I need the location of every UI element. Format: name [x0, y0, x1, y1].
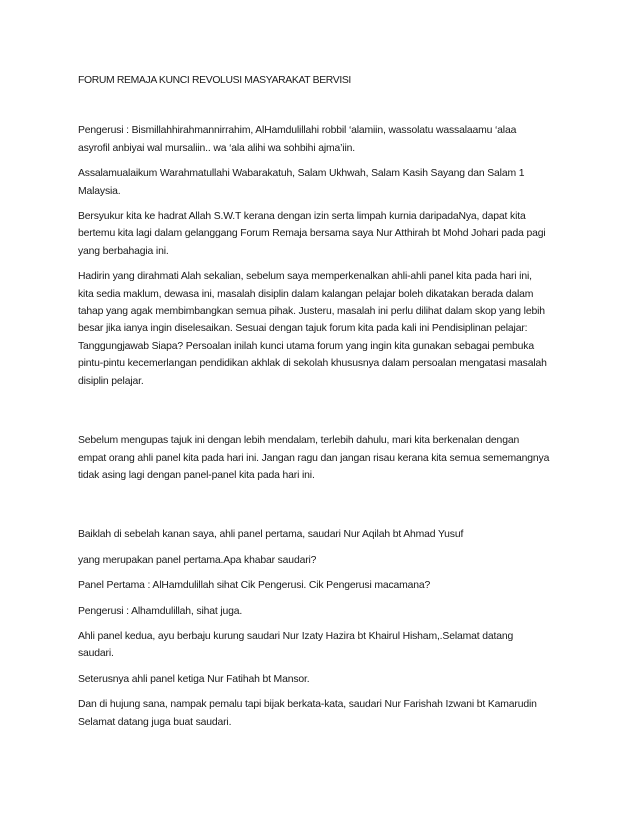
text-line: Hadirin yang dirahmati Alah sekalian, sebelum saya memperkenalkan ahli-ahli panel kita pada hari ini,	[78, 271, 532, 283]
text-line: Pengerusi : Bismillahhirahmannirrahim, AlHamdulillahi robbil ‘alamiin, wassolatu wassalaamu ‘alaa	[78, 125, 517, 137]
document-title: FORUM REMAJA KUNCI REVOLUSI MASYARAKAT BERVISI	[78, 75, 351, 86]
paragraph-panel-one	[78, 526, 568, 543]
paragraph-panel-one-reply	[78, 577, 568, 594]
paragraph-panel-two	[78, 628, 568, 663]
text-line: Assalamualaikum Warahmatullahi Wabarakatuh, Salam Ukhwah, Salam Kasih Sayang dan Salam 1	[78, 168, 525, 180]
text-line: yang merupakan panel pertama.Apa khabar saudari?	[78, 554, 317, 566]
text-line: Sebelum mengupas tajuk ini dengan lebih mendalam, terlebih dahulu, mari kita berkenalan dengan	[78, 435, 520, 447]
text-line: disiplin pelajar.	[78, 375, 144, 387]
text-line: tahap yang agak membimbangkan semua pihak. Justeru, masalah ini perlu dilihat dalam skop yang lebih	[78, 306, 545, 318]
text-line: yang berbahagia ini.	[78, 245, 169, 257]
text-line: pintu-pintu kecemerlangan pendidikan akhlak di sekolah khususnya dalam persoalan mengatasi masalah	[78, 358, 547, 370]
text-line: Malaysia.	[78, 185, 121, 197]
paragraph-panel-preface	[78, 432, 568, 484]
paragraph-introduction	[78, 268, 568, 390]
text-line: tidak asing lagi dengan panel-panel kita pada hari ini.	[78, 469, 315, 481]
text-line: saudari.	[78, 648, 114, 660]
paragraph-opening-prayer	[78, 122, 568, 157]
text-line: empat orang ahli panel kita pada hari ini. Jangan ragu dan jangan risau kerana kita semua sememangnya	[78, 452, 550, 464]
paragraph-chair-reply	[78, 603, 568, 620]
paragraph-panel-one-question	[78, 552, 568, 569]
paragraph-gratitude	[78, 208, 568, 260]
text-line: Baiklah di sebelah kanan saya, ahli panel pertama, saudari Nur Aqilah bt Ahmad Yusuf	[78, 529, 464, 541]
paragraph-panel-four	[78, 696, 568, 731]
paragraph-greeting	[78, 165, 568, 200]
paragraph-panel-three	[78, 671, 568, 688]
text-line: Panel Pertama : AlHamdulillah sihat Cik Pengerusi. Cik Pengerusi macamana?	[78, 580, 431, 592]
text-line: Dan di hujung sana, nampak pemalu tapi bijak berkata-kata, saudari Nur Farishah Izwani bt Kamarudin	[78, 699, 537, 711]
text-line: Ahli panel kedua, ayu berbaju kurung saudari Nur Izaty Hazira bt Khairul Hisham,.Selamat datang	[78, 630, 514, 642]
text-line: Seterusnya ahli panel ketiga Nur Fatihah bt Mansor.	[78, 673, 310, 685]
text-line: asyrofil anbiyai wal mursaliin.. wa ‘ala alihi wa sohbihi ajma’iin.	[78, 142, 355, 154]
text-line: kita sedia maklum, dewasa ini, masalah disiplin dalam kalangan pelajar boleh dikatakan berada dalam	[78, 288, 534, 300]
text-line: Pengerusi : Alhamdulillah, sihat juga.	[78, 605, 243, 617]
text-line: Bersyukur kita ke hadrat Allah S.W.T kerana dengan izin serta limpah kurnia daripadaNya, dapat kita	[78, 211, 526, 223]
document-body	[78, 72, 568, 739]
text-line: bertemu kita lagi dalam gelanggang Forum Remaja bersama saya Nur Atthirah bt Mohd Johari pada pagi	[78, 228, 546, 240]
text-line: Tanggungjawab Siapa? Persoalan inilah kunci utama forum yang ingin kita gunakan sebagai pembuka	[78, 340, 534, 352]
text-line: besar jika ianya ingin diselesaikan. Sesuai dengan tajuk forum kita pada kali ini Pendisiplinan pelajar:	[78, 323, 528, 335]
text-line: Selamat datang juga buat saudari.	[78, 716, 232, 728]
